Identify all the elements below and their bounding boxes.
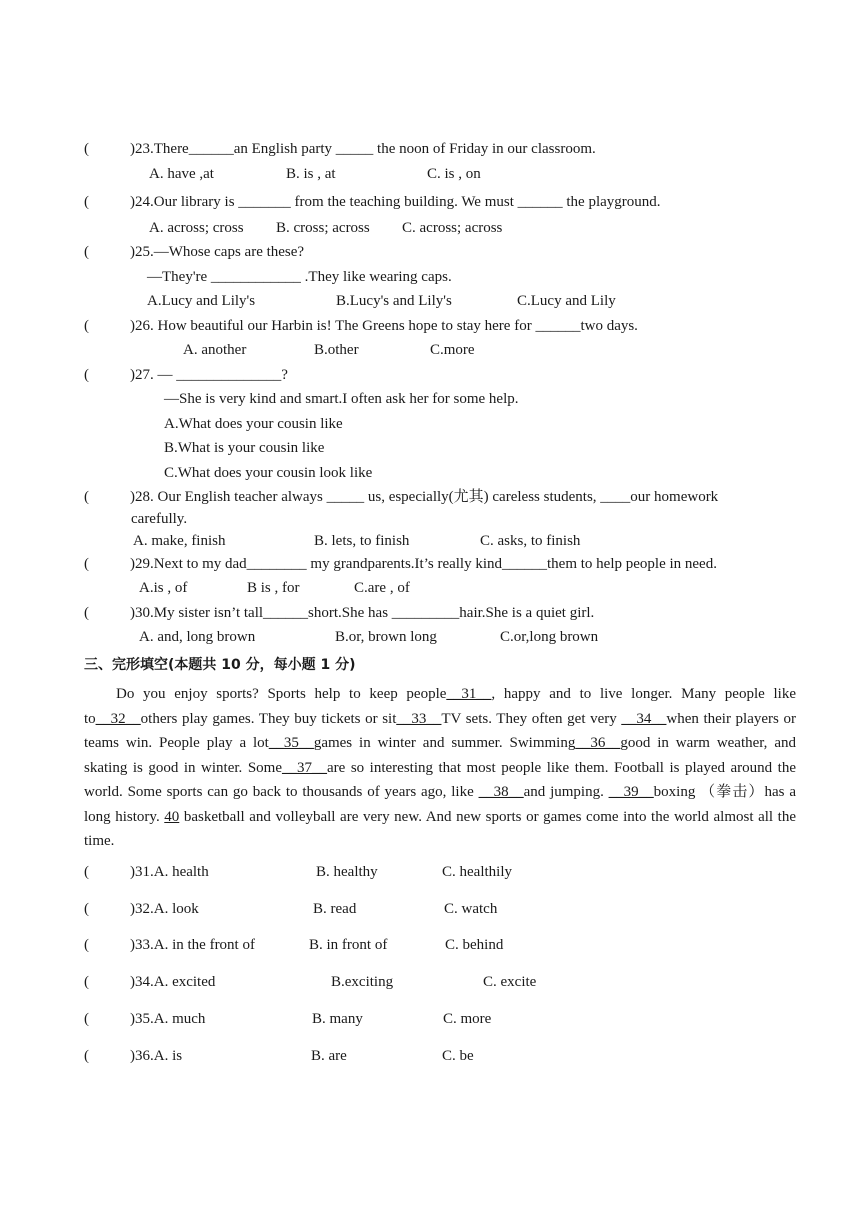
option-a: A. have ,at	[149, 166, 214, 182]
option-c: C.are , of	[354, 580, 410, 596]
option-b: B. read	[313, 901, 357, 917]
passage-text: , happy and to live longer. Many people like to	[84, 686, 796, 727]
option-c: C.What does your cousin look like	[164, 465, 373, 481]
blank-32: __32__	[95, 710, 141, 727]
paren: (	[84, 244, 89, 260]
option-b: B. lets, to finish	[314, 533, 410, 549]
question-26-stem: )26. How beautiful our Harbin is! The Greens hope to stay here for ______two days.	[130, 318, 638, 334]
section-heading: 三、完形填空(本题共 10 分，每小题 1 分)	[84, 657, 356, 673]
option-b: B is , for	[247, 580, 300, 596]
option-b: B. many	[312, 1011, 363, 1027]
paren: (	[84, 937, 89, 953]
paren: (	[84, 141, 89, 157]
question-34-stem: )34.A. excited	[130, 974, 216, 990]
question-28-line2: carefully.	[131, 511, 188, 527]
option-a: A.Lucy and Lily's	[147, 293, 256, 309]
option-c: C.Lucy and Lily	[517, 293, 616, 309]
paren: (	[84, 901, 89, 917]
option-c: C. behind	[445, 937, 504, 953]
option-b: B. in front of	[309, 937, 388, 953]
option-c: C. is , on	[427, 166, 481, 182]
paren: (	[84, 318, 89, 334]
option-a: A. across; cross	[149, 220, 244, 236]
blank-40: 40	[164, 808, 180, 825]
option-a: A. another	[183, 342, 247, 358]
question-23-stem: )23.There______an English party _____ the noon of Friday in our classroom.	[130, 141, 596, 157]
option-a: A. and, long brown	[139, 629, 256, 645]
paren: (	[84, 1048, 89, 1064]
paren: (	[84, 367, 89, 383]
question-24-stem: )24.Our library is _______ from the teaching building. We must ______ the playground.	[130, 194, 661, 210]
question-30-stem: )30.My sister isn’t tall______short.She has _________hair.She is a quiet girl.	[130, 605, 595, 621]
blank-34: __34__	[621, 710, 667, 727]
paren: (	[84, 194, 89, 210]
passage-text: are so interesting that most people like them. Football is played around the world. Some sports can go back to thousands of years ago, like	[84, 759, 796, 800]
question-29-stem: )29.Next to my dad________ my grandparents.It’s really kind______them to help people in need.	[130, 556, 717, 572]
passage-text: good in warm weather, and skating is good in winter. Some	[84, 735, 796, 776]
option-b: B.other	[314, 342, 359, 358]
paren: (	[84, 556, 89, 572]
blank-38: __38__	[478, 784, 524, 800]
question-35-stem: )35.A. much	[130, 1011, 206, 1027]
option-b: B.Lucy's and Lily's	[336, 293, 452, 309]
paren: (	[84, 489, 89, 505]
question-36-stem: )36.A. is	[130, 1048, 183, 1064]
option-c: C. excite	[483, 974, 537, 990]
cloze-passage	[84, 682, 796, 854]
blank-39: __39__	[608, 784, 654, 800]
question-31-stem: )31.A. health	[130, 864, 209, 880]
blank-37: __37__	[282, 759, 327, 776]
paren: (	[84, 1011, 89, 1027]
question-25-line2: —They're ____________ .They like wearing caps.	[147, 269, 452, 285]
passage-text: Do you enjoy sports? Sports help to keep people	[116, 686, 447, 702]
option-c: C. be	[442, 1048, 474, 1064]
passage-text: boxing （拳击）has a long history.	[84, 784, 796, 825]
paren: (	[84, 864, 89, 880]
option-c: C.more	[430, 342, 475, 358]
option-c: C. more	[443, 1011, 492, 1027]
passage-text: TV sets. They often get very	[441, 710, 622, 727]
option-a: A. make, finish	[133, 533, 226, 549]
paren: (	[84, 974, 89, 990]
blank-33: __33__	[396, 710, 442, 727]
option-c: C. healthily	[442, 864, 512, 880]
question-25-stem: )25.—Whose caps are these?	[130, 244, 305, 260]
passage-text: basketball and volleyball are very new. And new sports or games come into the world almost all the time.	[84, 808, 796, 849]
option-b: B. healthy	[316, 864, 378, 880]
option-b: B.exciting	[331, 974, 394, 990]
option-c: C. asks, to finish	[480, 533, 581, 549]
passage-text: games in winter and summer. Swimming	[313, 735, 576, 751]
question-27-stem: )27. — ______________?	[130, 367, 288, 383]
option-c: C. watch	[444, 901, 498, 917]
blank-31: __31__	[446, 686, 492, 702]
option-b: B. is , at	[286, 166, 336, 182]
passage-text: when their players or teams win. People play a lot	[84, 710, 796, 751]
option-a: A.is , of	[139, 580, 188, 596]
option-b: B.What is your cousin like	[164, 440, 325, 456]
blank-36: __36__	[575, 735, 621, 751]
option-b: B.or, brown long	[335, 629, 437, 645]
passage-text: and jumping.	[523, 784, 609, 800]
option-b: B. cross; across	[276, 220, 370, 236]
question-33-stem: )33.A. in the front of	[130, 937, 255, 953]
option-a: A.What does your cousin like	[164, 416, 343, 432]
paren: (	[84, 605, 89, 621]
blank-35: __35__	[268, 735, 314, 751]
question-32-stem: )32.A. look	[130, 901, 199, 917]
option-b: B. are	[311, 1048, 347, 1064]
option-c: C.or,long brown	[500, 629, 599, 645]
option-c: C. across; across	[402, 220, 503, 236]
question-27-line2: —She is very kind and smart.I often ask her for some help.	[164, 391, 519, 407]
passage-text: others play games. They buy tickets or sit	[140, 710, 397, 727]
question-28-stem: )28. Our English teacher always _____ us, especially(尤其) careless students, ____our homework	[130, 489, 719, 505]
